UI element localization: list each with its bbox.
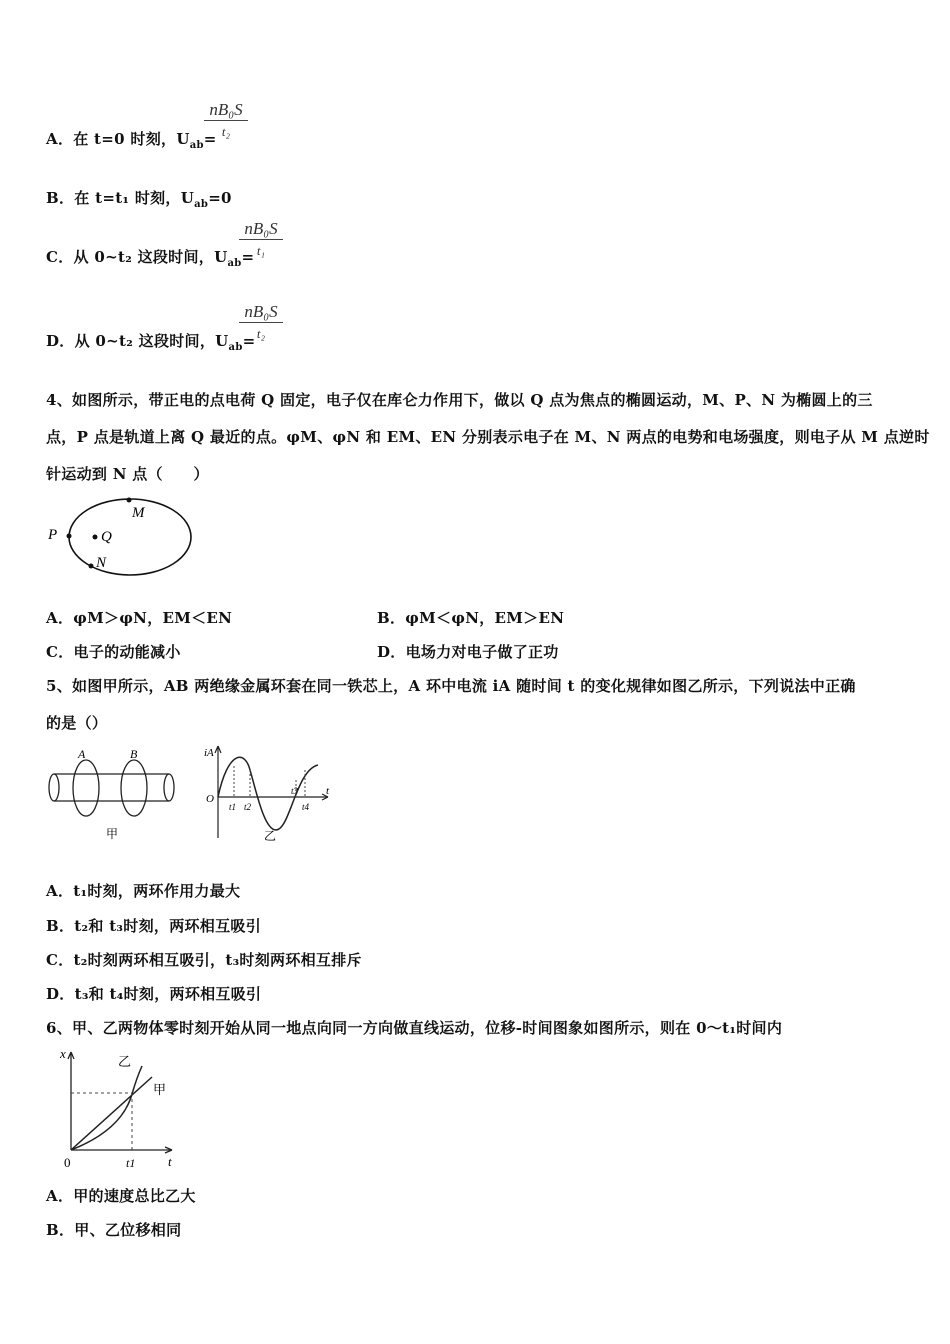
q4-stem-line-1: 4、如图所示，带正电的点电荷 Q 固定，电子仅在库仑力作用下，做以 Q 点为焦点的椭圆运动，M、P、N 为椭圆上的三 — [46, 391, 873, 409]
label-t2: t2 — [244, 802, 252, 812]
label-m: M — [132, 505, 145, 521]
point-q — [93, 535, 98, 540]
label-q: Q — [101, 529, 112, 545]
label-t1: t1 — [229, 802, 237, 812]
q6-option-b: B．甲、乙位移相同 — [46, 1221, 182, 1239]
label-t1: t1 — [126, 1156, 136, 1170]
label-ia: iA — [204, 747, 214, 759]
q3-option-a-fraction: nB₀S t₂ — [204, 100, 248, 140]
q6-xt-graph — [52, 1042, 192, 1174]
q4-stem-line-3: 针运动到 N 点（ ） — [46, 465, 209, 483]
label-t: t — [326, 785, 330, 797]
q3-option-b: B．在 t=t₁ 时刻，$U_{ab}=0$ — [46, 189, 232, 210]
q3-option-a: A．在 t=0 时刻，$U_{ab}=$ — [46, 130, 217, 151]
label-origin: O — [206, 793, 214, 805]
label-origin: 0 — [64, 1155, 71, 1170]
q5-stem-line-1: 5、如图甲所示，AB 两绝缘金属环套在同一铁芯上，A 环中电流 iA 随时间 t 的变化规律如图乙所示，下列说法中正确 — [46, 677, 856, 695]
q3-option-d-fraction: nB₀S t₂ — [239, 302, 283, 342]
iron-core — [54, 774, 169, 801]
line-jia — [71, 1077, 152, 1150]
q5-current-graph — [198, 740, 338, 844]
label-a: A — [78, 747, 86, 761]
label-n: N — [96, 555, 107, 571]
ring-b — [121, 760, 147, 816]
q4-option-a: A．φM＞φN，EM＜EN — [46, 609, 233, 627]
q3-option-c: C．从 0~t₂ 这段时间，$U_{ab}=$ — [46, 248, 255, 269]
q5-option-a: A．t₁时刻，两环作用力最大 — [46, 882, 241, 900]
point-p — [67, 534, 72, 539]
q4-option-d: D．电场力对电子做了正功 — [377, 643, 559, 661]
label-x: x — [60, 1046, 66, 1061]
caption-yi: 乙 — [264, 829, 277, 843]
q5-option-b: B．t₂和 t₃时刻，两环相互吸引 — [46, 917, 261, 935]
label-p: P — [48, 527, 58, 543]
q5-stem-line-2: 的是（） — [46, 714, 108, 732]
q3-option-c-fraction: nB₀S t₁ — [239, 219, 283, 259]
q5-option-c: C．t₂时刻两环相互吸引，t₃时刻两环相互排斥 — [46, 951, 362, 969]
label-b: B — [130, 747, 138, 761]
q4-option-b: B．φM＜φN，EM＞EN — [377, 609, 565, 627]
label-yi: 乙 — [118, 1054, 132, 1069]
q4-ellipse-figure — [44, 496, 204, 586]
q4-stem-line-2: 点，P 点是轨道上离 Q 最近的点。φM、φN 和 EM、EN 分别表示电子在 M、N 两点的电势和电场强度，则电子从 M 点逆时 — [46, 428, 930, 446]
curve-yi — [71, 1066, 142, 1150]
label-t3: t3 — [291, 786, 299, 796]
q6-option-a: A．甲的速度总比乙大 — [46, 1187, 196, 1205]
label-jia: 甲 — [153, 1082, 167, 1097]
q5-rings-figure — [44, 744, 184, 844]
ring-a — [73, 760, 99, 816]
ellipse-orbit — [69, 499, 191, 575]
label-t: t — [168, 1154, 172, 1169]
q4-option-c: C．电子的动能减小 — [46, 643, 181, 661]
q5-option-d: D．t₃和 t₄时刻，两环相互吸引 — [46, 985, 262, 1003]
q6-stem-line-1: 6、甲、乙两物体零时刻开始从同一地点向同一方向做直线运动，位移-时间图象如图所示，则在 0～t₁时间内 — [46, 1019, 783, 1037]
point-n — [89, 564, 94, 569]
caption-jia: 甲 — [106, 827, 119, 841]
q3-option-d: D．从 0~t₂ 这段时间，$U_{ab}=$ — [46, 332, 256, 353]
point-m — [127, 498, 132, 503]
current-curve — [218, 757, 318, 830]
label-t4: t4 — [302, 802, 310, 812]
